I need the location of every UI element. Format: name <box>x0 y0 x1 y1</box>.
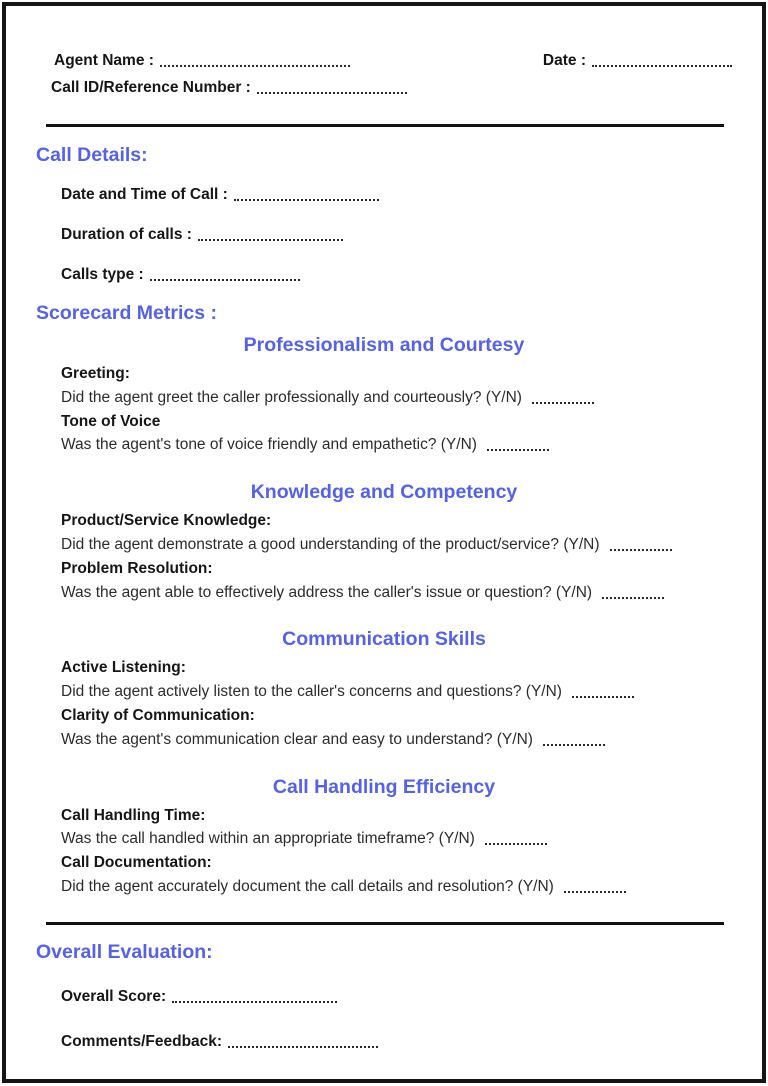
call-id-label: Call ID/Reference Number : <box>51 79 251 96</box>
yn-fill-line[interactable] <box>572 685 634 698</box>
scorecard-form-page <box>2 2 766 1083</box>
metric-question: Did the agent demonstrate a good understanding of the product/service? (Y/N) <box>61 535 600 553</box>
divider-bottom <box>46 922 724 925</box>
metric-label: Greeting: <box>61 365 130 382</box>
call-details-section <box>36 144 732 287</box>
overall-evaluation-section <box>36 941 732 1054</box>
yn-fill-line[interactable] <box>532 391 594 404</box>
comments-feedback-label: Comments/Feedback: <box>61 1032 223 1050</box>
section-heading: Professionalism and Courtesy <box>243 334 525 356</box>
metric-label: Problem Resolution: <box>61 559 213 577</box>
yn-fill-line[interactable] <box>543 733 605 746</box>
yn-fill-line[interactable] <box>487 438 549 451</box>
calls-type-fill-line[interactable] <box>150 268 300 281</box>
agent-name-fill-line[interactable] <box>160 54 350 67</box>
metric-label: Tone of Voice <box>61 412 161 430</box>
call-details-heading: Call Details: <box>36 144 148 166</box>
scorecard-section-communication <box>36 628 732 751</box>
date-fill-line[interactable] <box>592 54 732 67</box>
metric-question: Was the agent able to effectively address the caller's issue or question? (Y/N) <box>61 583 593 601</box>
agent-name-label: Agent Name : <box>54 52 154 69</box>
metric-label: Call Documentation: <box>61 854 212 872</box>
date-time-of-call-label: Date and Time of Call : <box>61 186 228 203</box>
overall-score-label: Overall Score: <box>61 987 167 1005</box>
metric-label: Call Handling Time: <box>61 806 206 824</box>
duration-of-calls-fill-line[interactable] <box>198 228 343 241</box>
metric-question: Did the agent actively listen to the caller's concerns and questions? (Y/N) <box>61 683 562 701</box>
yn-fill-line[interactable] <box>564 880 626 893</box>
metric-question: Was the call handled within an appropriate timeframe? (Y/N) <box>61 830 475 848</box>
section-heading: Communication Skills <box>282 628 486 651</box>
comments-feedback-fill-line[interactable] <box>228 1035 378 1048</box>
metric-question: Was the agent's communication clear and easy to understand? (Y/N) <box>61 730 533 748</box>
form-header <box>36 52 732 97</box>
overall-evaluation-heading: Overall Evaluation: <box>36 940 213 963</box>
metric-question: Did the agent greet the caller professionally and courteously? (Y/N) <box>61 388 522 406</box>
scorecard-section-professionalism <box>36 334 732 457</box>
scorecard-section-call-handling <box>36 776 732 899</box>
yn-fill-line[interactable] <box>610 538 672 551</box>
date-time-of-call-fill-line[interactable] <box>234 188 379 201</box>
duration-of-calls-label: Duration of calls : <box>61 226 192 243</box>
metric-label: Active Listening: <box>61 659 186 677</box>
divider-top <box>46 124 724 127</box>
scorecard-metrics-heading: Scorecard Metrics : <box>36 302 217 324</box>
metric-question: Was the agent's tone of voice friendly and empathetic? (Y/N) <box>61 436 477 454</box>
scorecard-metrics-section <box>36 302 732 899</box>
calls-type-label: Calls type : <box>61 266 144 283</box>
yn-fill-line[interactable] <box>485 832 547 845</box>
yn-fill-line[interactable] <box>602 586 664 599</box>
metric-label: Clarity of Communication: <box>61 706 255 724</box>
metric-question: Did the agent accurately document the call details and resolution? (Y/N) <box>61 877 554 895</box>
date-label: Date : <box>542 52 586 69</box>
overall-score-fill-line[interactable] <box>172 990 337 1003</box>
scorecard-section-knowledge <box>36 481 732 604</box>
section-heading: Knowledge and Competency <box>250 481 518 504</box>
call-id-fill-line[interactable] <box>257 81 407 94</box>
section-heading: Call Handling Efficiency <box>272 775 496 798</box>
metric-label: Product/Service Knowledge: <box>61 512 272 530</box>
